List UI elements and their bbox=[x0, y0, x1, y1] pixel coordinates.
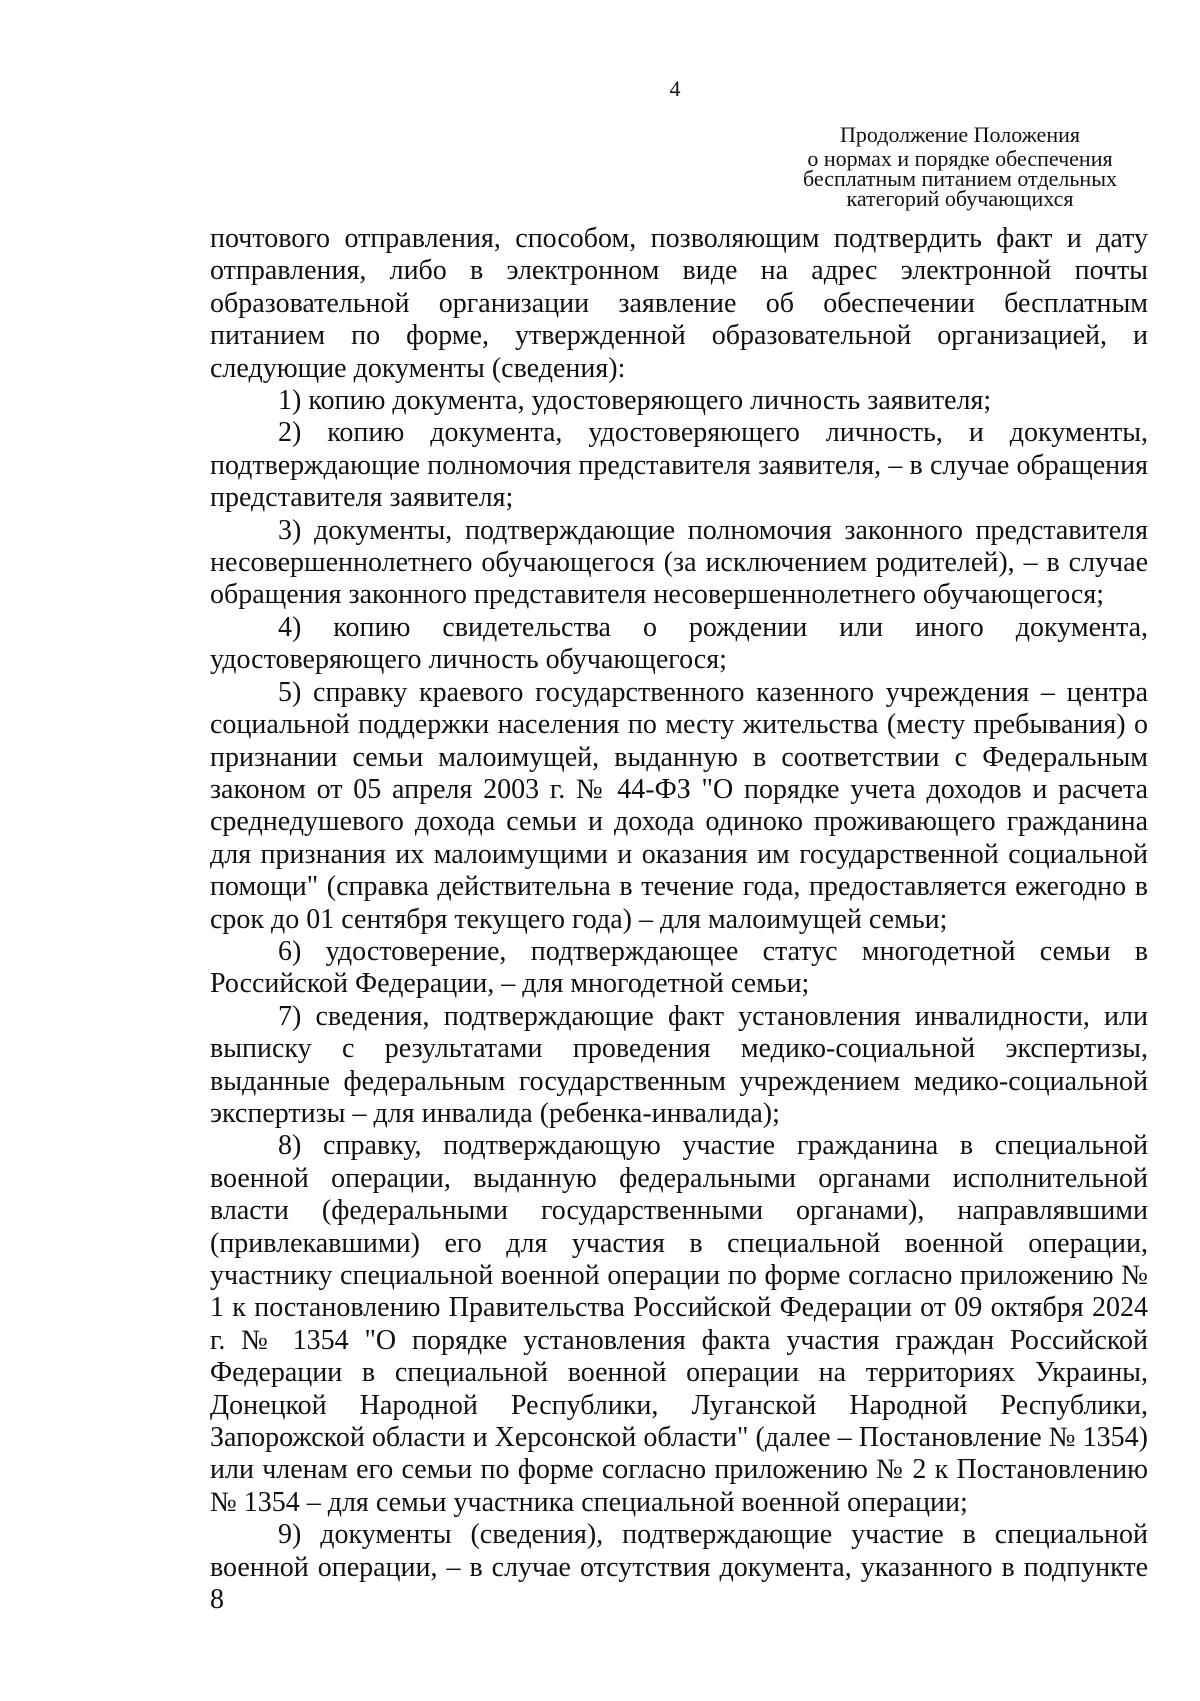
list-item-8: 8) справку, подтверждающую участие гражданина в специальной военной операции, выданную федеральными органами исполнительной власти (федеральными государственными органами), направлявшими (привлекавшими) его для участия в специальной военной операции, участнику специальной военной операции по форме согласно приложению № 1 к постановлению Правительства Российской Федерации от 09 октября 2024 г. № 1354 "О порядке установления факта участия граждан Российской Федерации в специальной военной операции на территориях Украины, Донецкой Народной Республики, Луганской Народной Республики, Запорожской области и Херсонской области" (далее – Постановление № 1354) или членам его семьи по форме согласно приложению № 2 к Постановлению № 1354 – для семьи участника специальной военной операции; bbox=[210, 1130, 1148, 1518]
list-item-6: 6) удостоверение, подтверждающее статус многодетной семьи в Российской Федерации, – для многодетной семьи; bbox=[210, 935, 1148, 1000]
document-body bbox=[210, 223, 1148, 1616]
list-item-7: 7) сведения, подтверждающие факт установления инвалидности, или выписку с результатами проведения медико-социальной экспертизы, выданные федеральным государственным учреждением медико-социальной экспертизы – для инвалида (ребенка-инвалида); bbox=[210, 1000, 1148, 1129]
list-item-9: 9) документы (сведения), подтверждающие участие в специальной военной операции, – в случае отсутствия документа, указанного в подпункте 8 bbox=[210, 1519, 1148, 1616]
list-item-1: 1) копию документа, удостоверяющего личность заявителя; bbox=[278, 385, 992, 417]
header-line: категорий обучающихся bbox=[846, 186, 1074, 211]
list-item-5: 5) справку краевого государственного казенного учреждения – центра социальной поддержки населения по месту жительства (месту пребывания) о признании семьи малоимущей, выданную в соответствии с Федеральным законом от 05 апреля 2003 г. № 44-ФЗ "О порядке учета доходов и расчета среднедушевого дохода семьи и дохода одиноко проживающего гражданина для признания их малоимущими и оказания им государственной социальной помощи" (справка действительна в течение года, предоставляется ежегодно в срок до 01 сентября текущего года) – для малоимущей семьи; bbox=[210, 676, 1148, 935]
paragraph-continuation: почтового отправления, способом, позволяющим подтвердить факт и дату отправления, либо в электронном виде на адрес электронной почты образовательной организации заявление об обеспечении бесплатным питанием по форме, утвержденной образовательной организацией, и следующие документы (сведения): bbox=[210, 223, 1148, 384]
header-line: бесплатным питанием отдельных bbox=[802, 166, 1117, 191]
header-title: Продолжение Положения bbox=[840, 122, 1080, 147]
list-item-3: 3) документы, подтверждающие полномочия законного представителя несовершеннолетнего обучающегося (за исключением родителей), – в случае обращения законного представителя несовершеннолетнего обучающегося; bbox=[210, 514, 1148, 611]
document-header bbox=[770, 122, 1150, 209]
header-line: о нормах и порядке обеспечения bbox=[807, 146, 1113, 171]
list-item-2: 2) копию документа, удостоверяющего личность, и документы, подтверждающие полномочия представителя заявителя, – в случае обращения представителя заявителя; bbox=[210, 417, 1148, 514]
page-number: 4 bbox=[669, 76, 681, 101]
list-item-4: 4) копию свидетельства о рождении или иного документа, удостоверяющего личность обучающегося; bbox=[210, 611, 1148, 676]
